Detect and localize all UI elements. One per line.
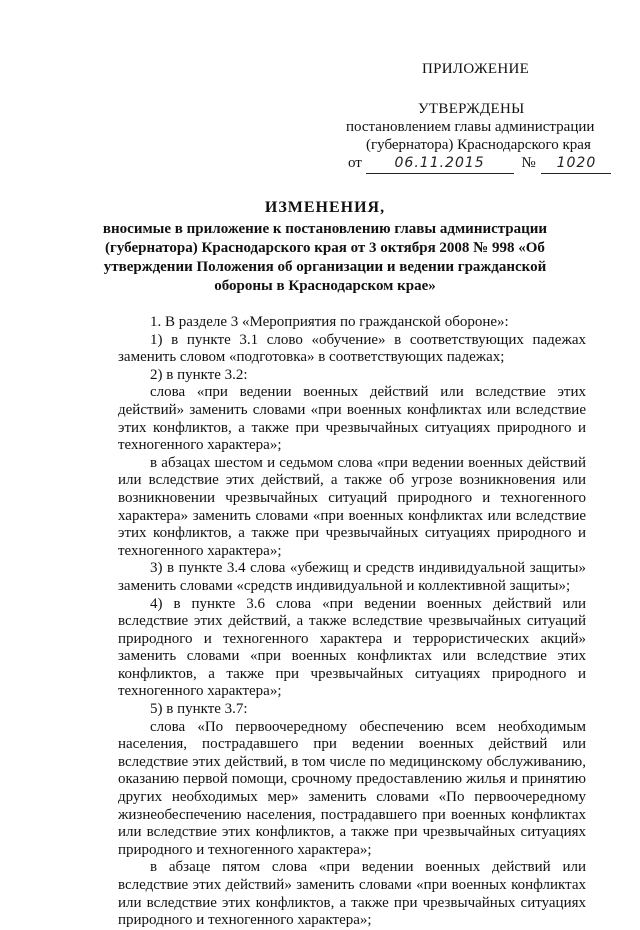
paragraph: 2) в пункте 3.2: xyxy=(150,366,248,383)
paragraph: слова «По первоочередному обеспечению всем необходимым населения, пострадавшего при ведении военных действий или вследствие этих действий, в том числе по медицинскому обслуживанию, оказанию первой помощи, срочному предоставлению жилья и принятию других необходимых мер» заменить словами «По первоочередному жизнеобеспечению населения, пострадавшего при военных конфликтах или вследствие этих конфликтов, а также при чрезвычайных ситуациях природного и техногенного характера»; xyxy=(118,718,586,858)
document-body xyxy=(118,314,586,930)
approval-line-2: (губернатора) Краснодарского края xyxy=(366,137,591,153)
approval-line-1: постановлением главы администрации xyxy=(346,119,595,135)
document-heading xyxy=(100,198,550,296)
paragraph: 3) в пункте 3.4 слова «убежищ и средств индивидуальной защиты» заменить словами «средств индивидуальной и коллективной защиты»; xyxy=(118,560,586,594)
handwritten-date: 06.11.2015 xyxy=(366,154,514,174)
paragraph: 4) в пункте 3.6 слова «при ведении военных действий или вследствие этих действий, а также вследствие чрезвычайных ситуаций природного и техногенного характера и террористических акций» заменить словами «при военных конфликтах или вследствие этих конфликтов, а также при чрезвычайных ситуациях природного и техногенного характера»; xyxy=(118,595,586,700)
document-subtitle: вносимые в приложение к постановлению главы администрации (губернатора) Краснодарского края от 3 октября 2008 № 998 «Об утверждении Положения об организации и ведении гражданской обороны в Краснодарском крае» xyxy=(102,221,548,294)
paragraph: в абзаце пятом слова «при ведении военных действий или вследствие этих действий» заменить словами «при военных конфликтах или вследствие этих конфликтов, а также при чрезвычайных ситуациях природного и техногенного характера»; xyxy=(118,859,586,929)
document-title: ИЗМЕНЕНИЯ, xyxy=(264,199,386,216)
from-label: от xyxy=(348,155,362,171)
number-label: № xyxy=(521,155,536,171)
paragraph: в абзацах шестом и седьмом слова «при ведении военных действий или вследствие этих действий, а также об угрозе возникновения или возникновении чрезвычайных ситуаций природного и техногенного характера» заменить словами «при военных конфликтах или вследствие этих конфликтов, а также при чрезвычайных ситуациях природного и техногенного характера»; xyxy=(118,454,586,559)
paragraph: 5) в пункте 3.7: xyxy=(150,701,248,718)
approved-label: УТВЕРЖДЕНЫ xyxy=(418,101,525,117)
approval-date-line xyxy=(348,154,611,174)
appendix-label: ПРИЛОЖЕНИЕ xyxy=(422,61,530,77)
paragraph: слова «при ведении военных действий или вследствие этих действий» заменить словами «при военных конфликтах или вследствие этих конфликтов, а также при чрезвычайных ситуациях природного и техногенного характера»; xyxy=(118,384,586,454)
handwritten-number: 1020 xyxy=(541,154,611,174)
paragraph: 1) в пункте 3.1 слово «обучение» в соответствующих падежах заменить словом «подготовка» в соответствующих падежах; xyxy=(118,331,586,366)
paragraph: 1. В разделе 3 «Мероприятия по гражданской обороне»: xyxy=(150,314,509,330)
